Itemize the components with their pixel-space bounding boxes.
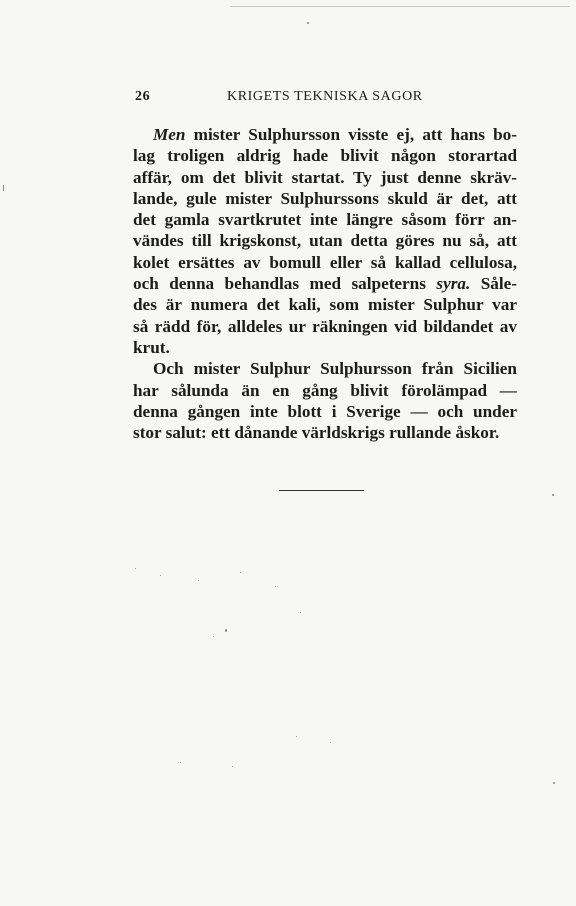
text-line: kolet ersättes av bomull eller så kallad cellulosa, — [133, 252, 517, 272]
text-line: Och mister Sulphur Sulphursson från Sicilien — [153, 359, 517, 379]
paragraph — [133, 124, 517, 358]
text-line: stor salut: ett dånande världskrigs rullande åskor. — [133, 423, 500, 443]
paper-speck — [198, 580, 199, 581]
text-line: har sålunda än en gång blivit förolämpad — — [133, 380, 517, 400]
text-line: des är numera det kali, som mister Sulphur var — [133, 295, 517, 315]
body-text — [133, 124, 517, 443]
text-line: affär, om det blivit startat. Ty just denne skräv- — [133, 167, 517, 187]
text-line — [133, 273, 517, 294]
italic-word: syra. — [436, 274, 471, 294]
page-header — [135, 89, 435, 109]
paper-speck — [3, 185, 4, 191]
text-line: lande, gule mister Sulphurssons skuld är det, att — [133, 188, 517, 208]
text-fragment: mister Sulphursson visste ej, att hans bo- — [185, 125, 517, 144]
italic-word: Men — [153, 125, 186, 144]
paper-speck — [135, 568, 136, 569]
paper-speck — [213, 636, 214, 637]
paper-speck — [330, 742, 331, 743]
text-fragment: Såle- — [470, 274, 517, 294]
page-number: 26 — [135, 89, 151, 104]
paper-speck — [240, 572, 241, 573]
text-line: krut. — [133, 337, 170, 357]
paper-speck — [307, 22, 309, 24]
paper-speck — [275, 586, 276, 587]
paper-speck — [180, 762, 181, 763]
text-line: det gamla svartkrutet inte längre såsom förr an- — [133, 210, 517, 230]
top-edge-rule — [230, 6, 570, 7]
section-divider — [279, 490, 364, 491]
paper-speck — [552, 494, 554, 496]
paper-speck — [300, 612, 301, 613]
text-fragment: och denna behandlas med salpeterns — [133, 274, 437, 294]
paper-speck — [160, 575, 161, 576]
text-line: denna gången inte blott i Sverige — och under — [133, 401, 517, 421]
text-line: lag troligen aldrig hade blivit någon storartad — [133, 146, 517, 166]
running-title: KRIGETS TEKNISKA SAGOR — [227, 89, 423, 104]
paragraph — [133, 358, 517, 443]
paper-speck — [225, 629, 227, 632]
text-line — [133, 124, 517, 145]
text-line: vändes till krigskonst, utan detta göres nu så, att — [133, 231, 517, 251]
paper-speck — [296, 736, 297, 737]
paper-speck — [232, 766, 233, 767]
text-line: så rädd för, alldeles ur räkningen vid bildandet av — [133, 316, 517, 336]
paper-speck — [553, 782, 555, 784]
